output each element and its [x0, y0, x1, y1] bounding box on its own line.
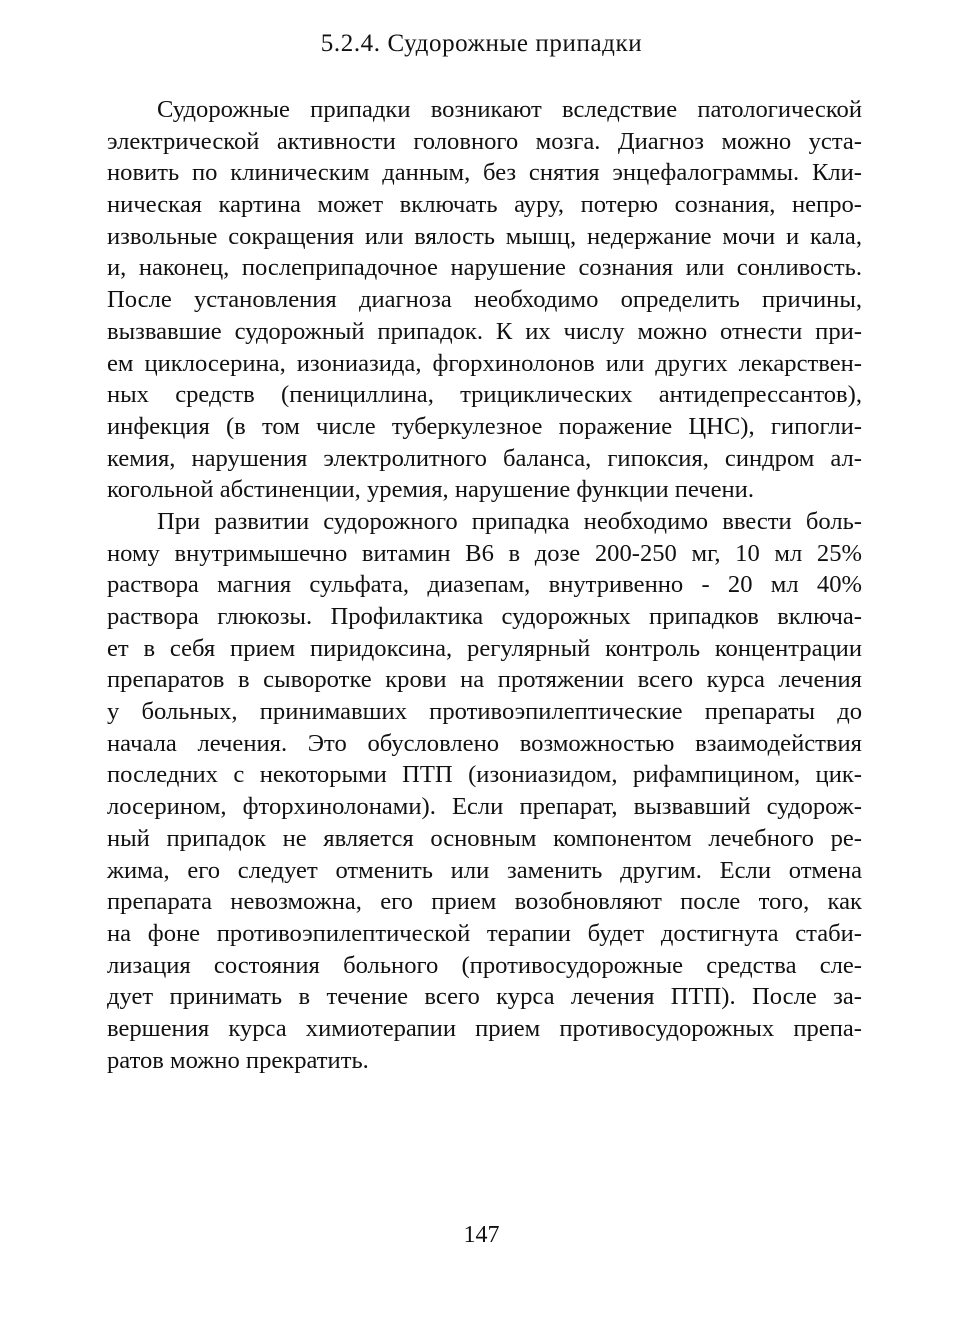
text-line: лизация состояния больного (противосудорожные средства сле-	[107, 951, 862, 979]
text-line: у больных, принимавших противоэпилептические препараты до	[107, 698, 862, 726]
text-line: После установления диагноза необходимо определить причины,	[107, 286, 862, 314]
text-line: ет в себя прием пиридоксина, регулярный контроль концентрации	[107, 634, 862, 662]
text-line: раствора магния сульфата, диазепам, внутривенно - 20 мл 40%	[107, 571, 862, 599]
text-line: ратов можно прекратить.	[107, 1046, 369, 1074]
body-text	[107, 94, 862, 1076]
text-line: дует принимать в течение всего курса лечения ПТП). После за-	[107, 983, 862, 1011]
text-line: электрической активности головного мозга. Диагноз можно уста-	[107, 127, 862, 155]
text-line: начала лечения. Это обусловлено возможностью взаимодействия	[107, 729, 862, 757]
text-line: вызвавшие судорожный припадок. К их числу можно отнести при-	[107, 317, 862, 345]
text-line: раствора глюкозы. Профилактика судорожных припадков включа-	[107, 603, 862, 630]
text-line: При развитии судорожного припадка необходимо ввести боль-	[157, 507, 862, 535]
paragraph-1	[107, 94, 862, 506]
text-line: препаратов в сыворотке крови на протяжении всего курса лечения	[107, 666, 862, 694]
text-line: вершения курса химиотерапии прием противосудорожных препа-	[107, 1014, 862, 1042]
text-line: жима, его следует отменить или заменить другим. Если отмена	[107, 856, 862, 884]
text-line: кемия, нарушения электролитного баланса, гипоксия, синдром ал-	[107, 444, 862, 472]
section-heading: 5.2.4. Судорожные припадки	[320, 30, 643, 57]
text-line: ный припадок не является основным компонентом лечебного ре-	[107, 824, 862, 852]
text-line: ных средств (пенициллина, трициклических антидепрессантов),	[107, 381, 862, 409]
text-line: лосерином, фторхинолонами). Если препарат, вызвавший судорож-	[107, 793, 862, 821]
text-line: ем циклосерина, изониазида, фгорхинолонов или других лекарствен-	[107, 349, 862, 377]
text-line: Судорожные припадки возникают вследствие патологической	[157, 96, 862, 123]
text-line: ническая картина может включать ауру, потерю сознания, непро-	[107, 191, 862, 219]
text-line: извольные сокращения или вялость мышц, недержание мочи и кала,	[107, 222, 862, 250]
text-line: на фоне противоэпилептической терапии будет достигнута стаби-	[107, 919, 862, 947]
text-line: препарата невозможна, его прием возобновляют после того, как	[107, 888, 862, 916]
paragraph-2	[107, 506, 862, 1076]
page-number: 147	[463, 1222, 500, 1248]
text-line: инфекция (в том числе туберкулезное поражение ЦНС), гипогли-	[107, 412, 862, 440]
text-line: и, наконец, послеприпадочное нарушение сознания или сонливость.	[107, 254, 862, 282]
text-line: ному внутримышечно витамин B6 в дозе 200-250 мг, 10 мл 25%	[107, 539, 862, 567]
text-line: когольной абстиненции, уремия, нарушение функции печени.	[107, 476, 754, 504]
text-line: новить по клиническим данным, без снятия энцефалограммы. Кли-	[107, 159, 862, 187]
text-line: последних с некоторыми ПТП (изониазидом, рифампицином, цик-	[107, 761, 862, 789]
